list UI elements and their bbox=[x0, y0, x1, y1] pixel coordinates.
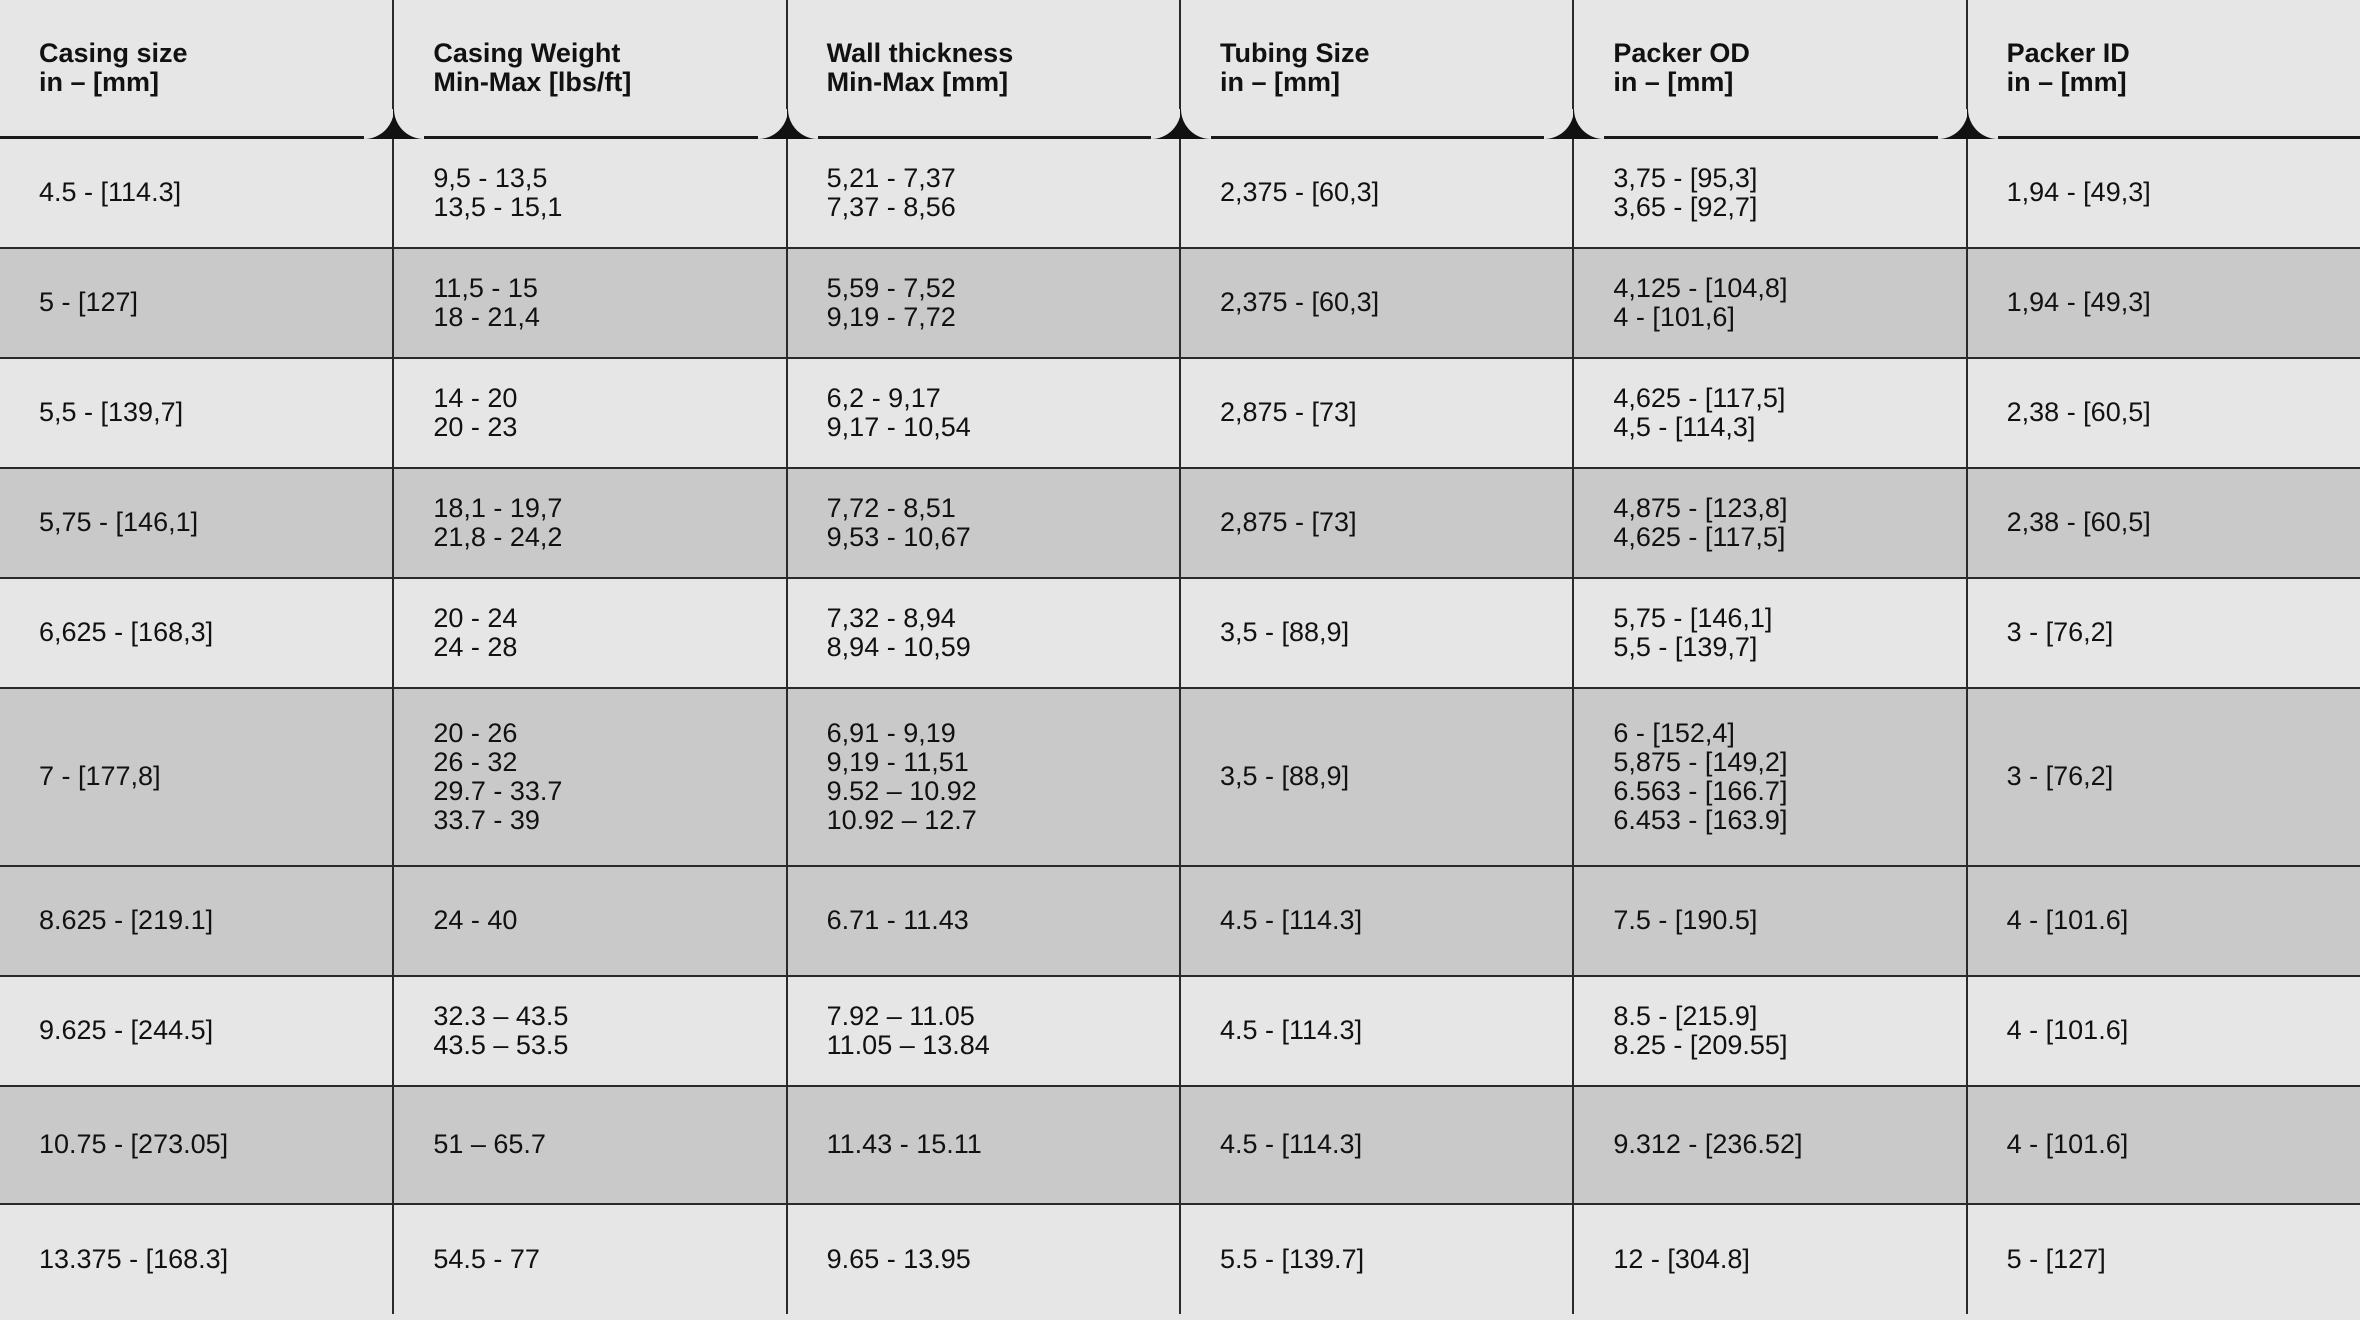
cell-value: 13.375 - [168.3] bbox=[39, 1243, 229, 1274]
cell-value: 5,21 - 7,37 bbox=[826, 162, 956, 193]
cell-value: 2,38 - [60,5] bbox=[2006, 397, 2151, 427]
table-cell-wall-thickness bbox=[787, 248, 1180, 358]
column-header-unit: Min-Max [mm] bbox=[826, 67, 1009, 97]
cell-value: 14 - 20 bbox=[433, 382, 518, 413]
cell-value: 5,5 - [139,7] bbox=[1613, 631, 1758, 662]
column-header-packer-od bbox=[1573, 0, 1966, 138]
cell-value: 7,37 - 8,56 bbox=[826, 191, 956, 222]
table-cell-packer-id bbox=[1967, 1086, 2360, 1204]
table-cell-tubing-size bbox=[1180, 1204, 1573, 1314]
table-cell-tubing-size bbox=[1180, 688, 1573, 866]
cell-value: 3 - [76,2] bbox=[2006, 617, 2114, 647]
cell-value: 43.5 – 53.5 bbox=[433, 1029, 569, 1060]
cell-value: 4,625 - [117,5] bbox=[1613, 382, 1786, 413]
cell-value: 24 - 28 bbox=[433, 631, 518, 662]
cell-value: 5,875 - [149,2] bbox=[1613, 746, 1788, 777]
table-cell-packer-id bbox=[1967, 1204, 2360, 1314]
cell-value: 4 - [101.6] bbox=[2006, 1129, 2129, 1159]
cell-value: 3,65 - [92,7] bbox=[1613, 191, 1758, 222]
cell-value: 2,875 - [73] bbox=[1219, 507, 1357, 537]
table-cell-casing-size bbox=[0, 138, 393, 248]
cell-value: 4.5 - [114.3] bbox=[1219, 1015, 1363, 1045]
table-cell-wall-thickness bbox=[787, 468, 1180, 578]
cell-value: 9.625 - [244.5] bbox=[39, 1015, 214, 1045]
cell-value: 4,125 - [104,8] bbox=[1613, 272, 1788, 303]
cell-value: 4.5 - [114.3] bbox=[1219, 1129, 1363, 1159]
cell-value: 51 – 65.7 bbox=[433, 1129, 546, 1159]
table-cell-wall-thickness bbox=[787, 578, 1180, 688]
table-cell-casing-weight bbox=[393, 358, 786, 468]
table-cell-tubing-size bbox=[1180, 976, 1573, 1086]
table-cell-packer-od bbox=[1573, 138, 1966, 248]
cell-value: 4 - [101.6] bbox=[2006, 905, 2129, 935]
table-cell-packer-od bbox=[1573, 468, 1966, 578]
cell-value: 9.312 - [236.52] bbox=[1613, 1129, 1803, 1159]
header-divider-notch bbox=[1938, 109, 1998, 139]
cell-value: 5,75 - [146,1] bbox=[39, 507, 199, 537]
table-body bbox=[0, 138, 2360, 1314]
column-header-casing-size bbox=[0, 0, 393, 138]
table-cell-packer-id bbox=[1967, 248, 2360, 358]
table-row bbox=[0, 1204, 2360, 1314]
cell-value: 11.43 - 15.11 bbox=[826, 1129, 982, 1159]
table-cell-casing-size bbox=[0, 1086, 393, 1204]
cell-value: 7.92 – 11.05 bbox=[826, 1000, 975, 1031]
cell-value: 32.3 – 43.5 bbox=[433, 1000, 569, 1031]
cell-value: 2,375 - [60,3] bbox=[1219, 177, 1380, 208]
column-header-title: Packer ID bbox=[2006, 38, 2130, 68]
cell-value: 1,94 - [49,3] bbox=[2006, 287, 2151, 317]
table-cell-tubing-size bbox=[1180, 866, 1573, 976]
cell-value: 9.65 - 13.95 bbox=[826, 1243, 971, 1274]
column-header-title: Wall thickness bbox=[826, 38, 1014, 68]
column-header-title: Casing Weight bbox=[433, 38, 621, 68]
table-cell-casing-weight bbox=[393, 688, 786, 866]
table-cell-wall-thickness bbox=[787, 866, 1180, 976]
cell-value: 1,94 - [49,3] bbox=[2006, 177, 2151, 208]
cell-value: 3,5 - [88,9] bbox=[1219, 617, 1350, 647]
table-cell-wall-thickness bbox=[787, 688, 1180, 866]
cell-value: 4,875 - [123,8] bbox=[1613, 492, 1788, 523]
table-row bbox=[0, 248, 2360, 358]
cell-value: 5 - [127] bbox=[39, 287, 139, 317]
table-cell-tubing-size bbox=[1180, 358, 1573, 468]
table-cell-casing-weight bbox=[393, 138, 786, 248]
table-cell-casing-weight bbox=[393, 976, 786, 1086]
column-header-title: Packer OD bbox=[1613, 38, 1750, 68]
table-cell-packer-od bbox=[1573, 1086, 1966, 1204]
cell-value: 8.25 - [209.55] bbox=[1613, 1029, 1788, 1060]
cell-value: 3,5 - [88,9] bbox=[1219, 761, 1350, 791]
column-header-casing-weight bbox=[393, 0, 786, 138]
table-cell-packer-od bbox=[1573, 1204, 1966, 1314]
table-row bbox=[0, 976, 2360, 1086]
cell-value: 5 - [127] bbox=[2006, 1243, 2106, 1274]
cell-value: 7,32 - 8,94 bbox=[826, 602, 956, 633]
table-cell-casing-size bbox=[0, 688, 393, 866]
header-divider-notch bbox=[364, 109, 424, 139]
table-cell-wall-thickness bbox=[787, 1204, 1180, 1314]
cell-value: 4 - [101.6] bbox=[2006, 1015, 2129, 1045]
cell-value: 5,59 - 7,52 bbox=[826, 272, 956, 303]
cell-value: 20 - 26 bbox=[433, 717, 518, 748]
cell-value: 8.625 - [219.1] bbox=[39, 905, 214, 935]
column-header-unit: in – [mm] bbox=[39, 67, 160, 97]
cell-value: 9,17 - 10,54 bbox=[826, 411, 971, 442]
table-cell-packer-id bbox=[1967, 866, 2360, 976]
table-cell-packer-od bbox=[1573, 976, 1966, 1086]
cell-value: 21,8 - 24,2 bbox=[433, 521, 563, 552]
cell-value: 4 - [101,6] bbox=[1613, 301, 1735, 332]
table-cell-tubing-size bbox=[1180, 468, 1573, 578]
cell-value: 11,5 - 15 bbox=[433, 272, 538, 303]
table-row bbox=[0, 688, 2360, 866]
cell-value: 6.453 - [163.9] bbox=[1613, 804, 1788, 835]
cell-value: 5,5 - [139,7] bbox=[39, 397, 184, 427]
table-cell-packer-id bbox=[1967, 468, 2360, 578]
cell-value: 6 - [152,4] bbox=[1613, 717, 1735, 748]
cell-value: 10.75 - [273.05] bbox=[39, 1129, 229, 1159]
cell-value: 11.05 – 13.84 bbox=[826, 1029, 990, 1060]
cell-value: 6,2 - 9,17 bbox=[826, 382, 941, 413]
table-cell-packer-id bbox=[1967, 358, 2360, 468]
table-cell-casing-weight bbox=[393, 1204, 786, 1314]
table-row bbox=[0, 358, 2360, 468]
cell-value: 2,375 - [60,3] bbox=[1219, 287, 1380, 317]
table-row bbox=[0, 138, 2360, 248]
table-cell-tubing-size bbox=[1180, 248, 1573, 358]
table-cell-wall-thickness bbox=[787, 358, 1180, 468]
cell-value: 29.7 - 33.7 bbox=[433, 775, 563, 806]
cell-value: 4,625 - [117,5] bbox=[1613, 521, 1786, 552]
cell-value: 6,625 - [168,3] bbox=[39, 617, 214, 647]
table-cell-packer-od bbox=[1573, 578, 1966, 688]
cell-value: 8.5 - [215.9] bbox=[1613, 1000, 1758, 1031]
cell-value: 2,875 - [73] bbox=[1219, 397, 1357, 427]
column-header-title: Casing size bbox=[39, 38, 188, 68]
header-divider-notch bbox=[1151, 109, 1211, 139]
table-cell-packer-id bbox=[1967, 976, 2360, 1086]
table-cell-packer-od bbox=[1573, 866, 1966, 976]
table-cell-tubing-size bbox=[1180, 138, 1573, 248]
table-cell-packer-id bbox=[1967, 138, 2360, 248]
header-row bbox=[0, 0, 2360, 138]
table-cell-casing-size bbox=[0, 976, 393, 1086]
cell-value: 20 - 24 bbox=[433, 602, 518, 633]
table-cell-wall-thickness bbox=[787, 976, 1180, 1086]
table-row bbox=[0, 866, 2360, 976]
table-row bbox=[0, 578, 2360, 688]
header-divider-notch bbox=[758, 109, 818, 139]
cell-value: 5,75 - [146,1] bbox=[1613, 602, 1773, 633]
table-cell-packer-od bbox=[1573, 248, 1966, 358]
table-cell-casing-size bbox=[0, 248, 393, 358]
column-header-unit: in – [mm] bbox=[2006, 67, 2127, 97]
header-divider-notch bbox=[1544, 109, 1604, 139]
column-header-unit: in – [mm] bbox=[1613, 67, 1734, 97]
cell-value: 20 - 23 bbox=[433, 411, 518, 442]
cell-value: 7.5 - [190.5] bbox=[1613, 905, 1758, 935]
column-header-tubing-size bbox=[1180, 0, 1573, 138]
column-header-unit: Min-Max [lbs/ft] bbox=[433, 67, 632, 97]
column-header-wall-thickness bbox=[787, 0, 1180, 138]
table-cell-casing-weight bbox=[393, 866, 786, 976]
cell-value: 8,94 - 10,59 bbox=[826, 631, 971, 662]
cell-value: 54.5 - 77 bbox=[433, 1243, 540, 1274]
cell-value: 9,5 - 13,5 bbox=[433, 162, 548, 193]
column-header-title: Tubing Size bbox=[1219, 38, 1370, 68]
table-cell-packer-od bbox=[1573, 358, 1966, 468]
table-cell-casing-size bbox=[0, 358, 393, 468]
cell-value: 12 - [304.8] bbox=[1613, 1243, 1750, 1274]
table-cell-tubing-size bbox=[1180, 578, 1573, 688]
cell-value: 33.7 - 39 bbox=[433, 804, 540, 835]
table-row bbox=[0, 468, 2360, 578]
cell-value: 2,38 - [60,5] bbox=[2006, 507, 2151, 537]
table-cell-wall-thickness bbox=[787, 138, 1180, 248]
table-cell-packer-id bbox=[1967, 578, 2360, 688]
cell-value: 13,5 - 15,1 bbox=[433, 191, 563, 222]
cell-value: 24 - 40 bbox=[433, 905, 518, 935]
table-cell-tubing-size bbox=[1180, 1086, 1573, 1204]
cell-value: 6,91 - 9,19 bbox=[826, 717, 956, 748]
table-cell-casing-weight bbox=[393, 248, 786, 358]
table-cell-casing-size bbox=[0, 468, 393, 578]
cell-value: 10.92 – 12.7 bbox=[826, 804, 977, 835]
table-cell-packer-id bbox=[1967, 688, 2360, 866]
cell-value: 7 - [177,8] bbox=[39, 761, 161, 791]
table-row bbox=[0, 1086, 2360, 1204]
cell-value: 9,19 - 7,72 bbox=[826, 301, 956, 332]
cell-value: 6.563 - [166.7] bbox=[1613, 775, 1788, 806]
cell-value: 26 - 32 bbox=[433, 746, 518, 777]
cell-value: 6.71 - 11.43 bbox=[826, 905, 969, 935]
table-cell-wall-thickness bbox=[787, 1086, 1180, 1204]
cell-value: 9,19 - 11,51 bbox=[826, 746, 969, 777]
table-cell-casing-weight bbox=[393, 1086, 786, 1204]
table-cell-casing-weight bbox=[393, 578, 786, 688]
cell-value: 18 - 21,4 bbox=[433, 301, 540, 332]
cell-value: 3 - [76,2] bbox=[2006, 761, 2114, 791]
cell-value: 5.5 - [139.7] bbox=[1219, 1243, 1365, 1274]
cell-value: 4,5 - [114,3] bbox=[1613, 411, 1756, 442]
cell-value: 9.52 – 10.92 bbox=[826, 775, 977, 806]
table-cell-casing-size bbox=[0, 1204, 393, 1314]
table-cell-packer-od bbox=[1573, 688, 1966, 866]
column-header-unit: in – [mm] bbox=[1219, 67, 1340, 97]
table-cell-casing-size bbox=[0, 578, 393, 688]
cell-value: 4.5 - [114.3] bbox=[1219, 905, 1363, 935]
cell-value: 18,1 - 19,7 bbox=[433, 492, 563, 523]
cell-value: 7,72 - 8,51 bbox=[826, 492, 956, 523]
cell-value: 9,53 - 10,67 bbox=[826, 521, 971, 552]
table-cell-casing-size bbox=[0, 866, 393, 976]
column-header-packer-id bbox=[1967, 0, 2360, 138]
cell-value: 3,75 - [95,3] bbox=[1613, 162, 1758, 193]
cell-value: 4.5 - [114.3] bbox=[39, 177, 182, 208]
table-cell-casing-weight bbox=[393, 468, 786, 578]
